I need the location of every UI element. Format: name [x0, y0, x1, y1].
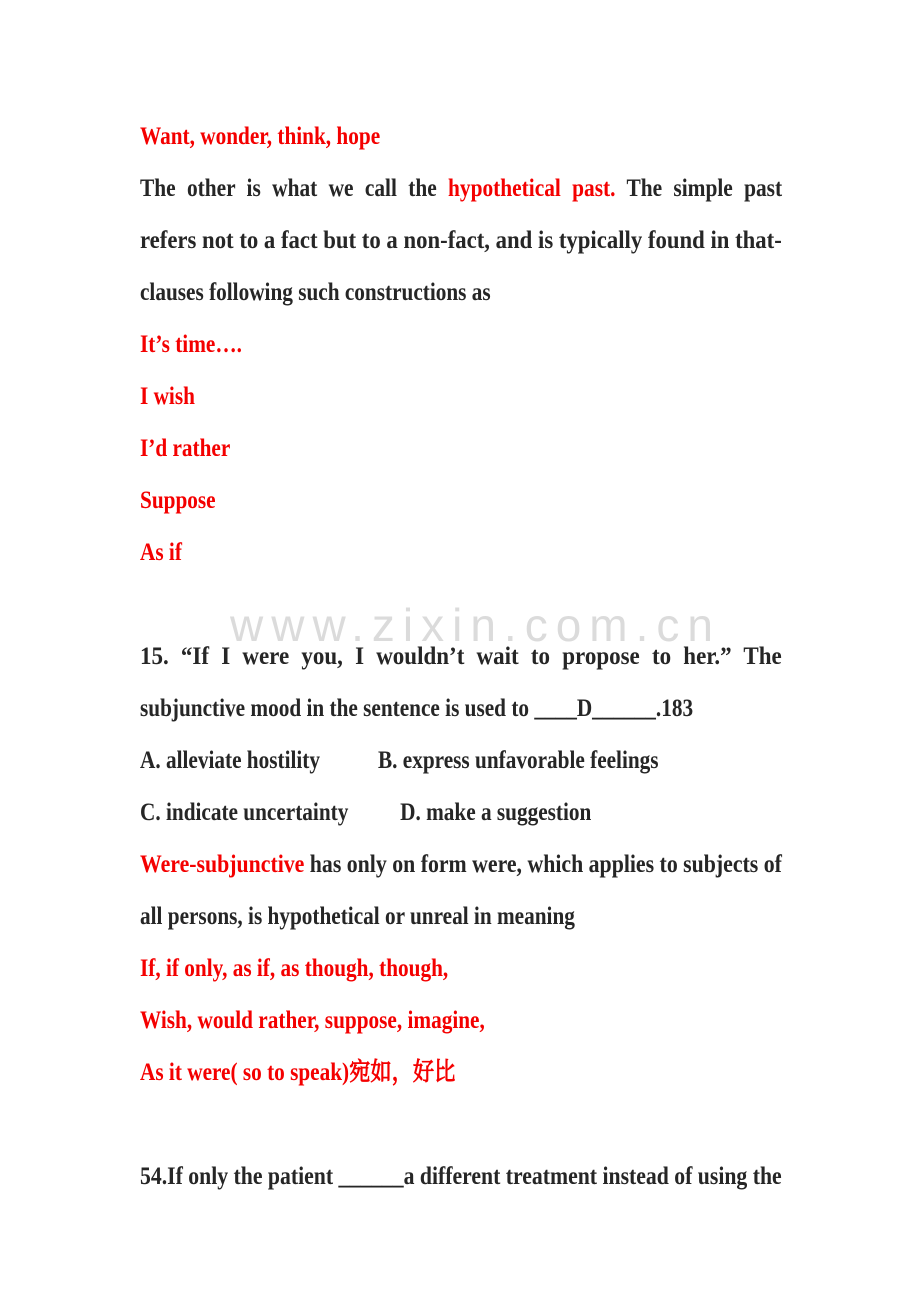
- document-content: [140, 111, 782, 1203]
- construction-item-as-if: [140, 527, 782, 579]
- paragraph-hypothetical-line-3: [140, 267, 782, 319]
- paragraph-hypothetical-line-2-text: refers not to a fact but to a non-fact, and is typically found in that-: [140, 227, 782, 254]
- construction-item-text: It’s time….: [140, 331, 242, 358]
- option-c: C. indicate uncertainty: [140, 799, 349, 826]
- hypothetical-past-highlight: hypothetical past.: [448, 175, 616, 202]
- construction-item-text: I’d rather: [140, 435, 231, 462]
- options-row-cd-text: [140, 787, 591, 839]
- heading-want-wonder: [140, 111, 782, 163]
- trigger-line-wish: [140, 995, 782, 1047]
- question-15-line-1-text: 15. “If I were you, I wouldn’t wait to propose to her.” The: [140, 643, 782, 670]
- were-subjunctive-line-1-text: [140, 839, 782, 891]
- were-subjunctive-line-1: [140, 839, 782, 891]
- question-15-line-2-text: subjunctive mood in the sentence is used to ____D______.183: [140, 695, 694, 722]
- paragraph-hypothetical-line-3-text: clauses following such constructions as: [140, 279, 491, 306]
- trigger-line-as-it-were: [140, 1047, 782, 1099]
- options-row-ab: [140, 735, 782, 787]
- watermark-text: www.zixin.com.cn: [230, 599, 721, 651]
- question-54-line-1-text: 54.If only the patient ______a different treatment instead of using the: [140, 1163, 782, 1190]
- option-d: D. make a suggestion: [400, 799, 592, 826]
- options-row-cd: [140, 787, 782, 839]
- line-1-post: The simple past: [615, 175, 783, 202]
- trigger-line-text: If, if only, as if, as though, though,: [140, 955, 449, 982]
- construction-item-its-time: [140, 319, 782, 371]
- were-subjunctive-line-2: [140, 891, 782, 943]
- trigger-line-text: Wish, would rather, suppose, imagine,: [140, 1007, 485, 1034]
- construction-item-suppose: [140, 475, 782, 527]
- were-subjunctive-highlight: Were-subjunctive: [140, 851, 305, 878]
- construction-item-text: I wish: [140, 383, 195, 410]
- paragraph-hypothetical-line-2: [140, 215, 782, 267]
- construction-item-id-rather: [140, 423, 782, 475]
- were-subjunctive-line-2-text: all persons, is hypothetical or unreal in meaning: [140, 903, 575, 930]
- were-subjunctive-rest: has only on form were, which applies to subjects of: [304, 851, 782, 878]
- construction-item-text: As if: [140, 539, 182, 566]
- paragraph-hypothetical-line-1: [140, 163, 782, 215]
- option-b: B. express unfavorable feelings: [378, 747, 659, 774]
- trigger-line-if: [140, 943, 782, 995]
- heading-want-wonder-text: Want, wonder, think, hope: [140, 123, 381, 150]
- question-15-line-1: [140, 631, 782, 683]
- line-1-pre: The other is what we call the: [140, 175, 449, 202]
- option-a: A. alleviate hostility: [140, 747, 321, 774]
- construction-item-i-wish: [140, 371, 782, 423]
- question-15-line-2: [140, 683, 782, 735]
- blank-line: [140, 579, 782, 631]
- trigger-line-text: As it were( so to speak)宛如，好比: [140, 1059, 456, 1086]
- construction-item-text: Suppose: [140, 487, 216, 514]
- blank-line: [140, 1099, 782, 1151]
- question-54-line-1: [140, 1151, 782, 1203]
- paragraph-hypothetical-line-1-text: [140, 163, 782, 215]
- options-row-ab-text: [140, 735, 659, 787]
